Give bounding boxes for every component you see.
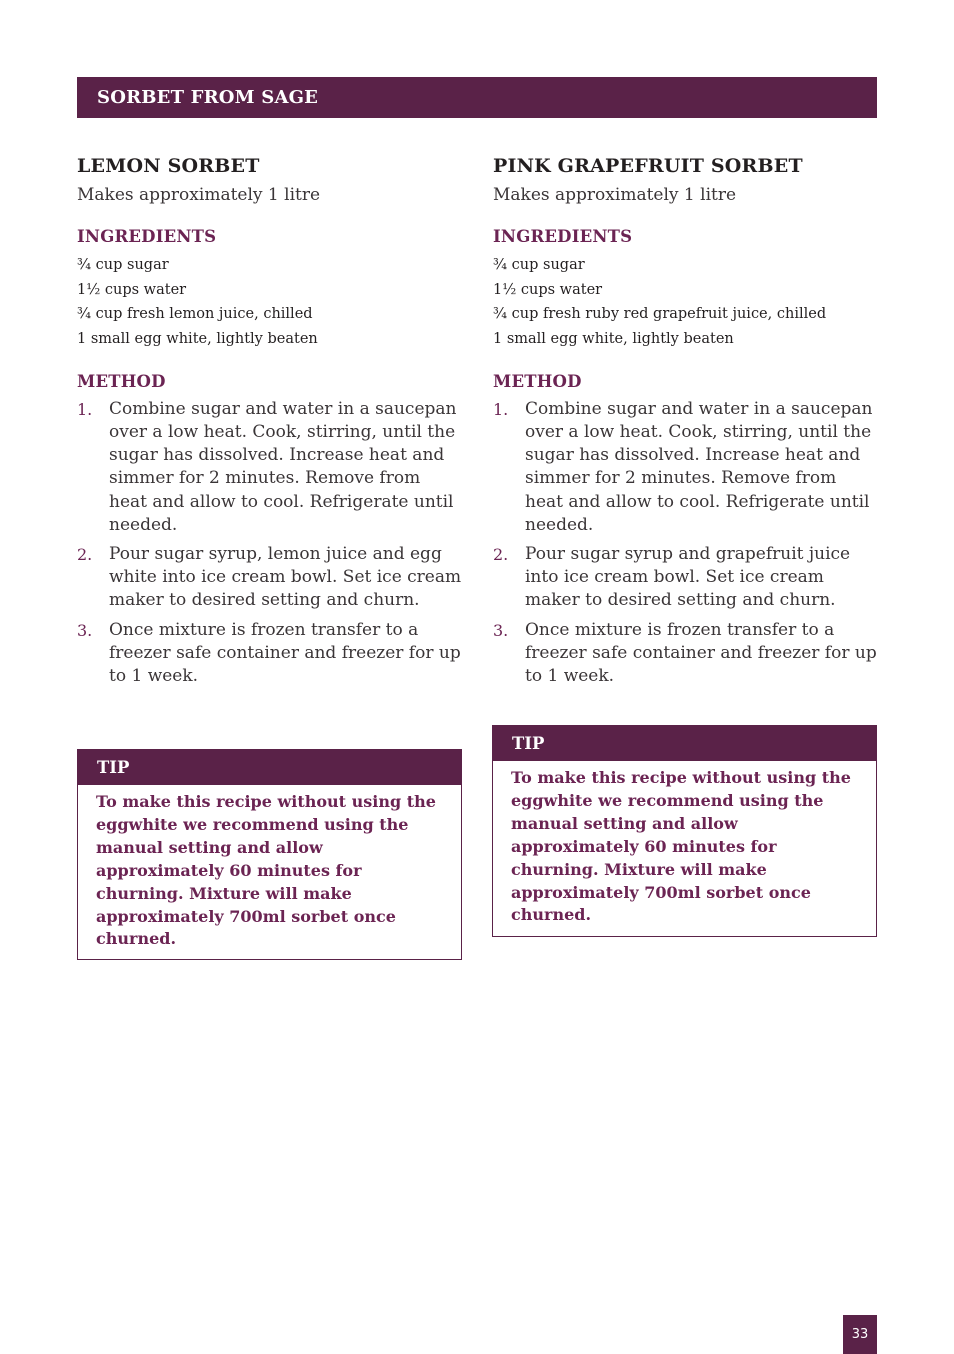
tip-text: To make this recipe without using the eggwhite we recommend using the manual setting and allow approximately 60 minutes for churning. Mixture will make approximately 700ml sorbet once churned.	[96, 792, 436, 949]
tip-box-grapefruit	[492, 725, 877, 937]
ingredients-heading: INGREDIENTS	[77, 227, 217, 246]
step-text: Combine sugar and water in a saucepan over a low heat. Cook, stirring, until the sugar has dissolved. Increase heat and simmer for 2 minutes. Remove from heat and allow to cool. Refrigerate until needed.	[525, 398, 873, 535]
method-step	[77, 398, 462, 537]
step-text: Once mixture is frozen transfer to a freezer safe container and freezer for up to 1 week.	[109, 619, 461, 687]
method-step	[493, 398, 878, 537]
ingredient-item: ¾ cup fresh ruby red grapefruit juice, chilled	[493, 306, 827, 323]
page-number: 33	[843, 1315, 877, 1354]
method-heading: METHOD	[77, 371, 166, 391]
step-number: 3.	[77, 620, 93, 640]
method-steps	[493, 398, 878, 688]
recipe-title: LEMON SORBET	[77, 155, 260, 177]
step-text: Combine sugar and water in a saucepan over a low heat. Cook, stirring, until the sugar has dissolved. Increase heat and simmer for 2 minutes. Remove from heat and allow to cool. Refrigerate until needed.	[109, 398, 457, 535]
ingredients-list	[493, 253, 878, 352]
section-title: SORBET FROM SAGE	[97, 87, 319, 108]
recipe-title: PINK GRAPEFRUIT SORBET	[493, 155, 803, 177]
step-number: 1.	[77, 399, 93, 419]
recipe-pink-grapefruit-sorbet	[493, 152, 878, 694]
step-text: Pour sugar syrup and grapefruit juice into ice cream bowl. Set ice cream maker to desired setting and churn.	[525, 544, 851, 611]
step-number: 2.	[77, 545, 93, 565]
ingredient-item: 1 small egg white, lightly beaten	[77, 331, 318, 348]
recipe-yield: Makes approximately 1 litre	[493, 185, 737, 205]
ingredients-heading: INGREDIENTS	[493, 227, 633, 246]
tip-box-lemon	[77, 749, 462, 960]
recipe-lemon-sorbet	[77, 152, 462, 694]
step-text: Pour sugar syrup, lemon juice and egg white into ice cream bowl. Set ice cream maker to desired setting and churn.	[109, 544, 462, 611]
ingredient-item: 1 small egg white, lightly beaten	[493, 331, 734, 348]
ingredient-item: ¾ cup sugar	[77, 257, 169, 273]
ingredient-item: ¾ cup sugar	[493, 257, 585, 273]
method-step	[493, 543, 878, 613]
ingredient-item: ¾ cup fresh lemon juice, chilled	[77, 306, 313, 323]
tip-heading: TIP	[493, 726, 876, 761]
step-text: Once mixture is frozen transfer to a freezer safe container and freezer for up to 1 week.	[525, 619, 877, 687]
ingredient-item: 1½ cups water	[493, 281, 603, 298]
recipe-yield: Makes approximately 1 litre	[77, 185, 321, 205]
step-number: 2.	[493, 545, 509, 565]
method-step	[77, 619, 462, 689]
ingredients-list	[77, 253, 462, 352]
method-heading: METHOD	[493, 371, 582, 391]
tip-text: To make this recipe without using the eggwhite we recommend using the manual setting and allow approximately 60 minutes for churning. Mixture will make approximately 700ml sorbet once churned.	[511, 768, 851, 925]
step-number: 1.	[493, 399, 509, 419]
tip-heading: TIP	[78, 750, 461, 785]
ingredient-item: 1½ cups water	[77, 281, 187, 298]
method-step	[77, 543, 462, 613]
method-step	[493, 619, 878, 689]
step-number: 3.	[493, 620, 509, 640]
section-banner	[77, 77, 877, 118]
method-steps	[77, 398, 462, 688]
